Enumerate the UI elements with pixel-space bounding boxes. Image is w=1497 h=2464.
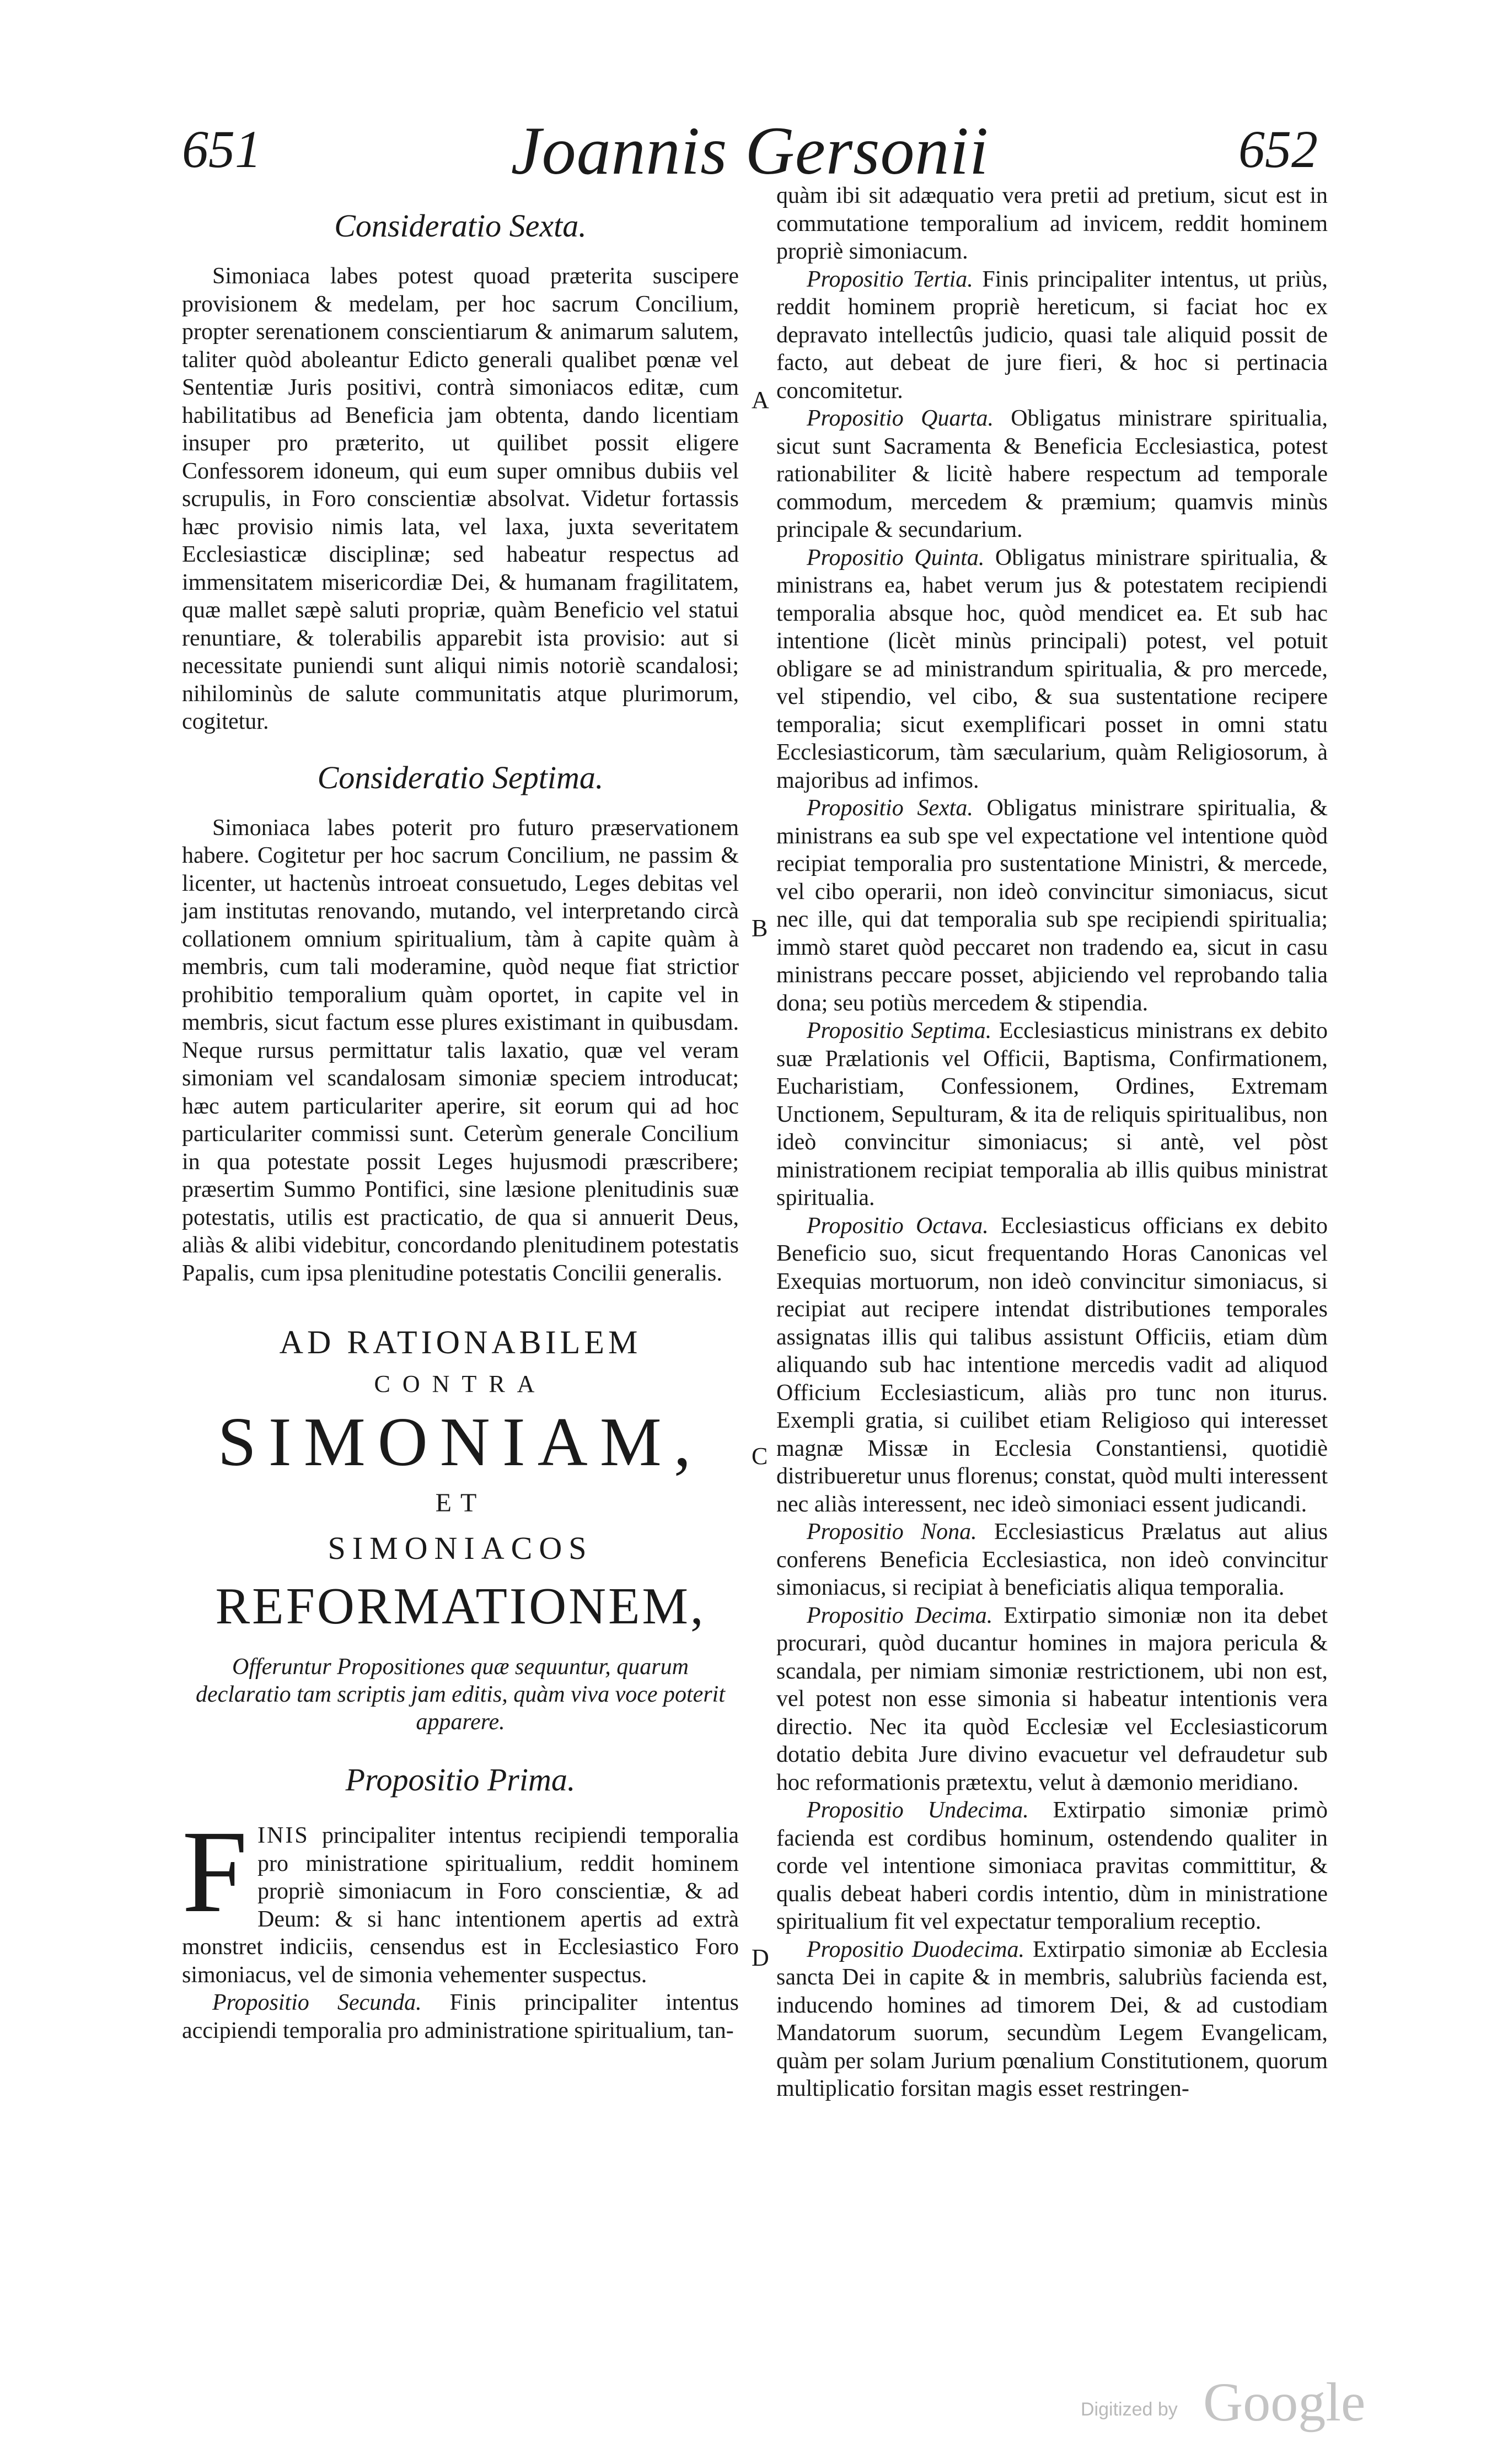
- section-heading-sexta: Consideratio Sexta.: [334, 208, 587, 244]
- paragraph-sexta: Simoniaca labes potest quoad præterita suscipere provisionem & medelam, per hoc sacrum Concilium, propter serenationem conscientiarum & animarum salutem, taliter quòd aboleantur Edicto generali qualibet pœnæ vel Sententiæ Juris positivi, contrà simoniacos editæ, cum habilitatibus ad Beneficia jam obtenta, dando licentiam insuper pro præterito, ut quilibet possit eligere Confessorem idoneum, qui eum super omnibus dubiis vel scrupulis, in Foro conscientiæ absolvat. Videtur fortassis hæc provisio nimis lata, vel laxa, juxta severitatem Ecclesiasticæ disciplinæ; sed habeatur respectus ad immensitatem misericordiæ Dei, & humanam fragilitatem, quæ mallet sæpè saluti propriæ, quàm Beneficio vel statui renuntiare, & tolerabilis apparebit ista provisio: aut si necessitate puniendi sunt aliqui nimis notoriè scandalosi; nihilominùs de salute communitatis atque plurimorum, cogitetur.: [182, 263, 739, 734]
- title-line-3: SIMONIAM,: [217, 1404, 704, 1481]
- page-header: [182, 113, 1318, 190]
- prop-text: Finis principaliter intentus, ut priùs, reddit hominem propriè hereticum, si faciat hoc ex depravato intellectûs judicio, quasi tale aliquid possit de facto, aut debeat de jure fieri, & hoc si pertinacia concomitetur.: [776, 266, 1328, 404]
- proposition-paragraph: [776, 1518, 1328, 1602]
- prop-text: Obligatus ministrare spiritualia, sicut sunt Sacramenta & Beneficia Ecclesiastica, potest rationabiliter & licitè habere respectum ad temporale commodum, mercedem & præmium; quamvis minùs principale & secundarium.: [776, 406, 1328, 542]
- paragraph-septima: Simoniaca labes poterit pro futuro præservationem habere. Cogitetur per hoc sacrum Concilium, ne passim & licenter, ut hactenùs introeat consuetudo, Leges debitas vel jam institutas renovando, mutando, vel interpretando circà collationem omnium spiritualium, tàm à capite quàm à membris, cum tali moderamine, quòd neque fiat strictior prohibitio temporalium quàm oportet, in capite vel in membris, sicut factum esse plures existimant in quibusdam. Neque rursus permittatur talis laxatio, quæ vel veram simoniam vel scandalosam simoniæ speciem introducat; hæc autem particulariter aperire, sit eorum qui ad hoc particulariter commissi sunt. Ceterùm generale Concilium in qua potestate possit Leges hujusmodi præscribere; præsertim Summo Pontifici, sine læsione plenitudinis suæ potestatis, utilis est practicatio, de qua si annuerit Deus, aliàs & alibi videbitur, concordando plenitudinem potestatis Papalis, cum ipsa plenitudine potestatis Concilii generalis.: [182, 815, 739, 1286]
- title-line-4: ET: [435, 1488, 486, 1518]
- prop-text: Extirpatio simoniæ non ita debet procurari, quòd ducantur homines in majora pericula & scandala, per nimiam simoniæ restrictionem, ubi non est, vel potest non esse simonia si habeatur intentionis vera directio. Nec ita quòd Ecclesiæ vel Ecclesiasticorum dotatio debita Jure divino evacuetur vel defraudetur sub hoc reformationis prætextu, velut à dæmonio meridiano.: [776, 1602, 1328, 1795]
- title-line-1: AD RATIONABILEM: [279, 1324, 642, 1360]
- page-number-left: 651: [182, 120, 261, 179]
- title-line-5: SIMONIACOS: [328, 1530, 593, 1566]
- proposition-paragraph: [776, 405, 1328, 544]
- proposition-paragraph: [776, 1796, 1328, 1936]
- prop-text: Ecclesiasticus Prælatus aut alius conferens Beneficia Ecclesiastica, non ideò convincitur simoniacus, si recipiat à beneficiatis aliqua temporalia.: [776, 1519, 1328, 1600]
- prop-label: Propositio Secunda.: [212, 1990, 422, 2015]
- prop-label: Propositio Tertia.: [807, 266, 973, 292]
- running-title: Joannis Gersonii: [511, 113, 989, 189]
- section-heading-septima: Consideratio Septima.: [317, 759, 604, 795]
- left-column: [182, 182, 739, 2045]
- page-number-right: 652: [1238, 120, 1318, 179]
- paragraph-prima-text: principaliter intentus recipiendi temporalia pro ministratione spiritualium, reddit hominem propriè simoniacum in Foro conscientiæ, & ad Deum: & si hanc intentionem apertis ad extrà monstret indiciis, censendus est in Ecclesiastico Foro simoniacus, vel de simonia vehementer suspectus.: [182, 1823, 739, 1988]
- treatise-title: [182, 1320, 739, 1637]
- proposition-list: [776, 266, 1328, 2103]
- margin-letter-a: A: [752, 386, 769, 413]
- prop-label: Propositio Septima.: [807, 1018, 992, 1043]
- proposition-paragraph: [776, 794, 1328, 1017]
- margin-letter-b: B: [752, 914, 768, 942]
- prop-label: Propositio Quarta.: [807, 406, 994, 431]
- drop-cap: F: [182, 1806, 248, 1937]
- margin-letter-d: D: [752, 1944, 769, 1971]
- prop-text: Finis principaliter intentus accipiendi temporalia pro administratione spiritualium, tan-: [182, 1990, 739, 2043]
- proposition-paragraph: [776, 1602, 1328, 1797]
- section-heading-prima: Propositio Prima.: [345, 1762, 576, 1798]
- prop-label: Propositio Decima.: [807, 1602, 993, 1628]
- prop-label: Propositio Octava.: [807, 1213, 989, 1239]
- proposition-paragraph: [776, 266, 1328, 405]
- title-line-2: CONTRA: [374, 1370, 547, 1397]
- paragraph-prima: [182, 1806, 739, 1989]
- paragraph-secunda: [182, 1989, 739, 2045]
- proposition-paragraph: [776, 544, 1328, 795]
- paragraph-continuation: quàm ibi sit adæquatio vera pretii ad pretium, sicut est in commutatione temporalium ad invicem, reddit hominem propriè simoniacum.: [776, 183, 1328, 264]
- proposition-paragraph: [776, 1212, 1328, 1519]
- small-caps-lead: INIS: [257, 1823, 309, 1848]
- proposition-paragraph: [776, 1017, 1328, 1212]
- margin-letter-c: C: [752, 1443, 768, 1470]
- title-line-6: REFORMATIONEM,: [215, 1578, 706, 1635]
- prop-text: Extirpatio simoniæ primò facienda est cordibus hominum, ostendendo qualiter in corde vel intentione simoniaca pravitas committitur, & qualis debeat haberi cordis intentio, dùm in ministratione spiritualium fit vel expectatur temporalium receptio.: [776, 1798, 1328, 1934]
- prop-text: Obligatus ministrare spiritualia, & ministrans ea, habet verum jus & potestatem recipiendi temporalia absque hoc, quòd mendicet ea. Et sub hac intentione (licèt minùs principali) potest, vel potuit obligare se ad ministrandum spiritualia, & pro mercede, vel stipendio, vel cibo, & sua sustentatione recipere temporalia; sicut exemplificari posset in omni statu Ecclesiasticorum, tàm sæcularium, quàm Religiosorum, à majoribus ad infimos.: [776, 545, 1328, 793]
- title-subtext: Offeruntur Propositiones quæ sequuntur, quarum declaratio tam scriptis jam editis, quàm viva voce poterit apparere.: [195, 1654, 725, 1735]
- watermark-small-text: Digitized by: [1081, 2399, 1178, 2420]
- prop-label: Propositio Undecima.: [807, 1798, 1029, 1823]
- watermark-logo-text: Google: [1203, 2371, 1366, 2433]
- prop-label: Propositio Nona.: [807, 1519, 977, 1545]
- prop-label: Propositio Quinta.: [807, 545, 985, 571]
- prop-text: Ecclesiasticus officians ex debito Beneficio suo, sicut frequentando Horas Canonicas vel Exequias mortuorum, non ideò convincitur simoniacus, si recipiat aut recipere intendat distributiones temporales assignatas illis qui talibus assistunt Officiis, etiam dùm aliquando sub hac intentione mercedis vadit ad aliquod Officium Ecclesiasticum, aliàs pro tunc non iturus. Exempli gratia, si cuilibet etiam Religioso qui interesset magnæ Missæ in Ecclesia Constantiensi, quotidiè distribueretur unus florenus; constat, quòd multi interessent nec aliàs interessent, nec ideò simoniaci essent judicandi.: [776, 1213, 1328, 1517]
- prop-text: Ecclesiasticus ministrans ex debito suæ Prælationis vel Officii, Baptisma, Confirmationem, Eucharistiam, Confessionem, Ordines, Extremam Unctionem, Sepulturam, & ita de reliquis spiritualibus, non ideò convincitur simoniacus; si antè, vel pòst ministrationem recipiat temporalia ab illis quibus ministrat spiritualia.: [776, 1018, 1328, 1211]
- prop-text: Extirpatio simoniæ ab Ecclesia sancta Dei in capite & in membris, salubriùs facienda est, inducendo homines ad timorem Dei, & ad custodiam Mandatorum suorum, secundùm Legem Evangelicam, quàm per solam Jurium pœnalium Constitutionem, quorum multiplicatio forsitan magis esset restringen-: [776, 1936, 1328, 2101]
- prop-label: Propositio Sexta.: [807, 795, 973, 821]
- right-column: [776, 182, 1328, 2103]
- proposition-paragraph: [776, 1936, 1328, 2103]
- prop-text: Obligatus ministrare spiritualia, & ministrans ea sub spe vel expectatione vel intentione quòd recipiat temporalia pro sustentatione Ministri, & mercede, vel cibo operarii, non ideò convincitur simoniacus, sicut nec ille, qui dat temporalia sub spe recipiendi spiritualia; immò staret quòd peccaret non tradendo ea, sicut in casu ministrans peccare posset, abjiciendo vel reprobando talia dona; seu potiùs mercedem & stipendia.: [776, 795, 1328, 1016]
- prop-label: Propositio Duodecima.: [807, 1936, 1024, 1962]
- google-watermark: [1081, 2370, 1389, 2431]
